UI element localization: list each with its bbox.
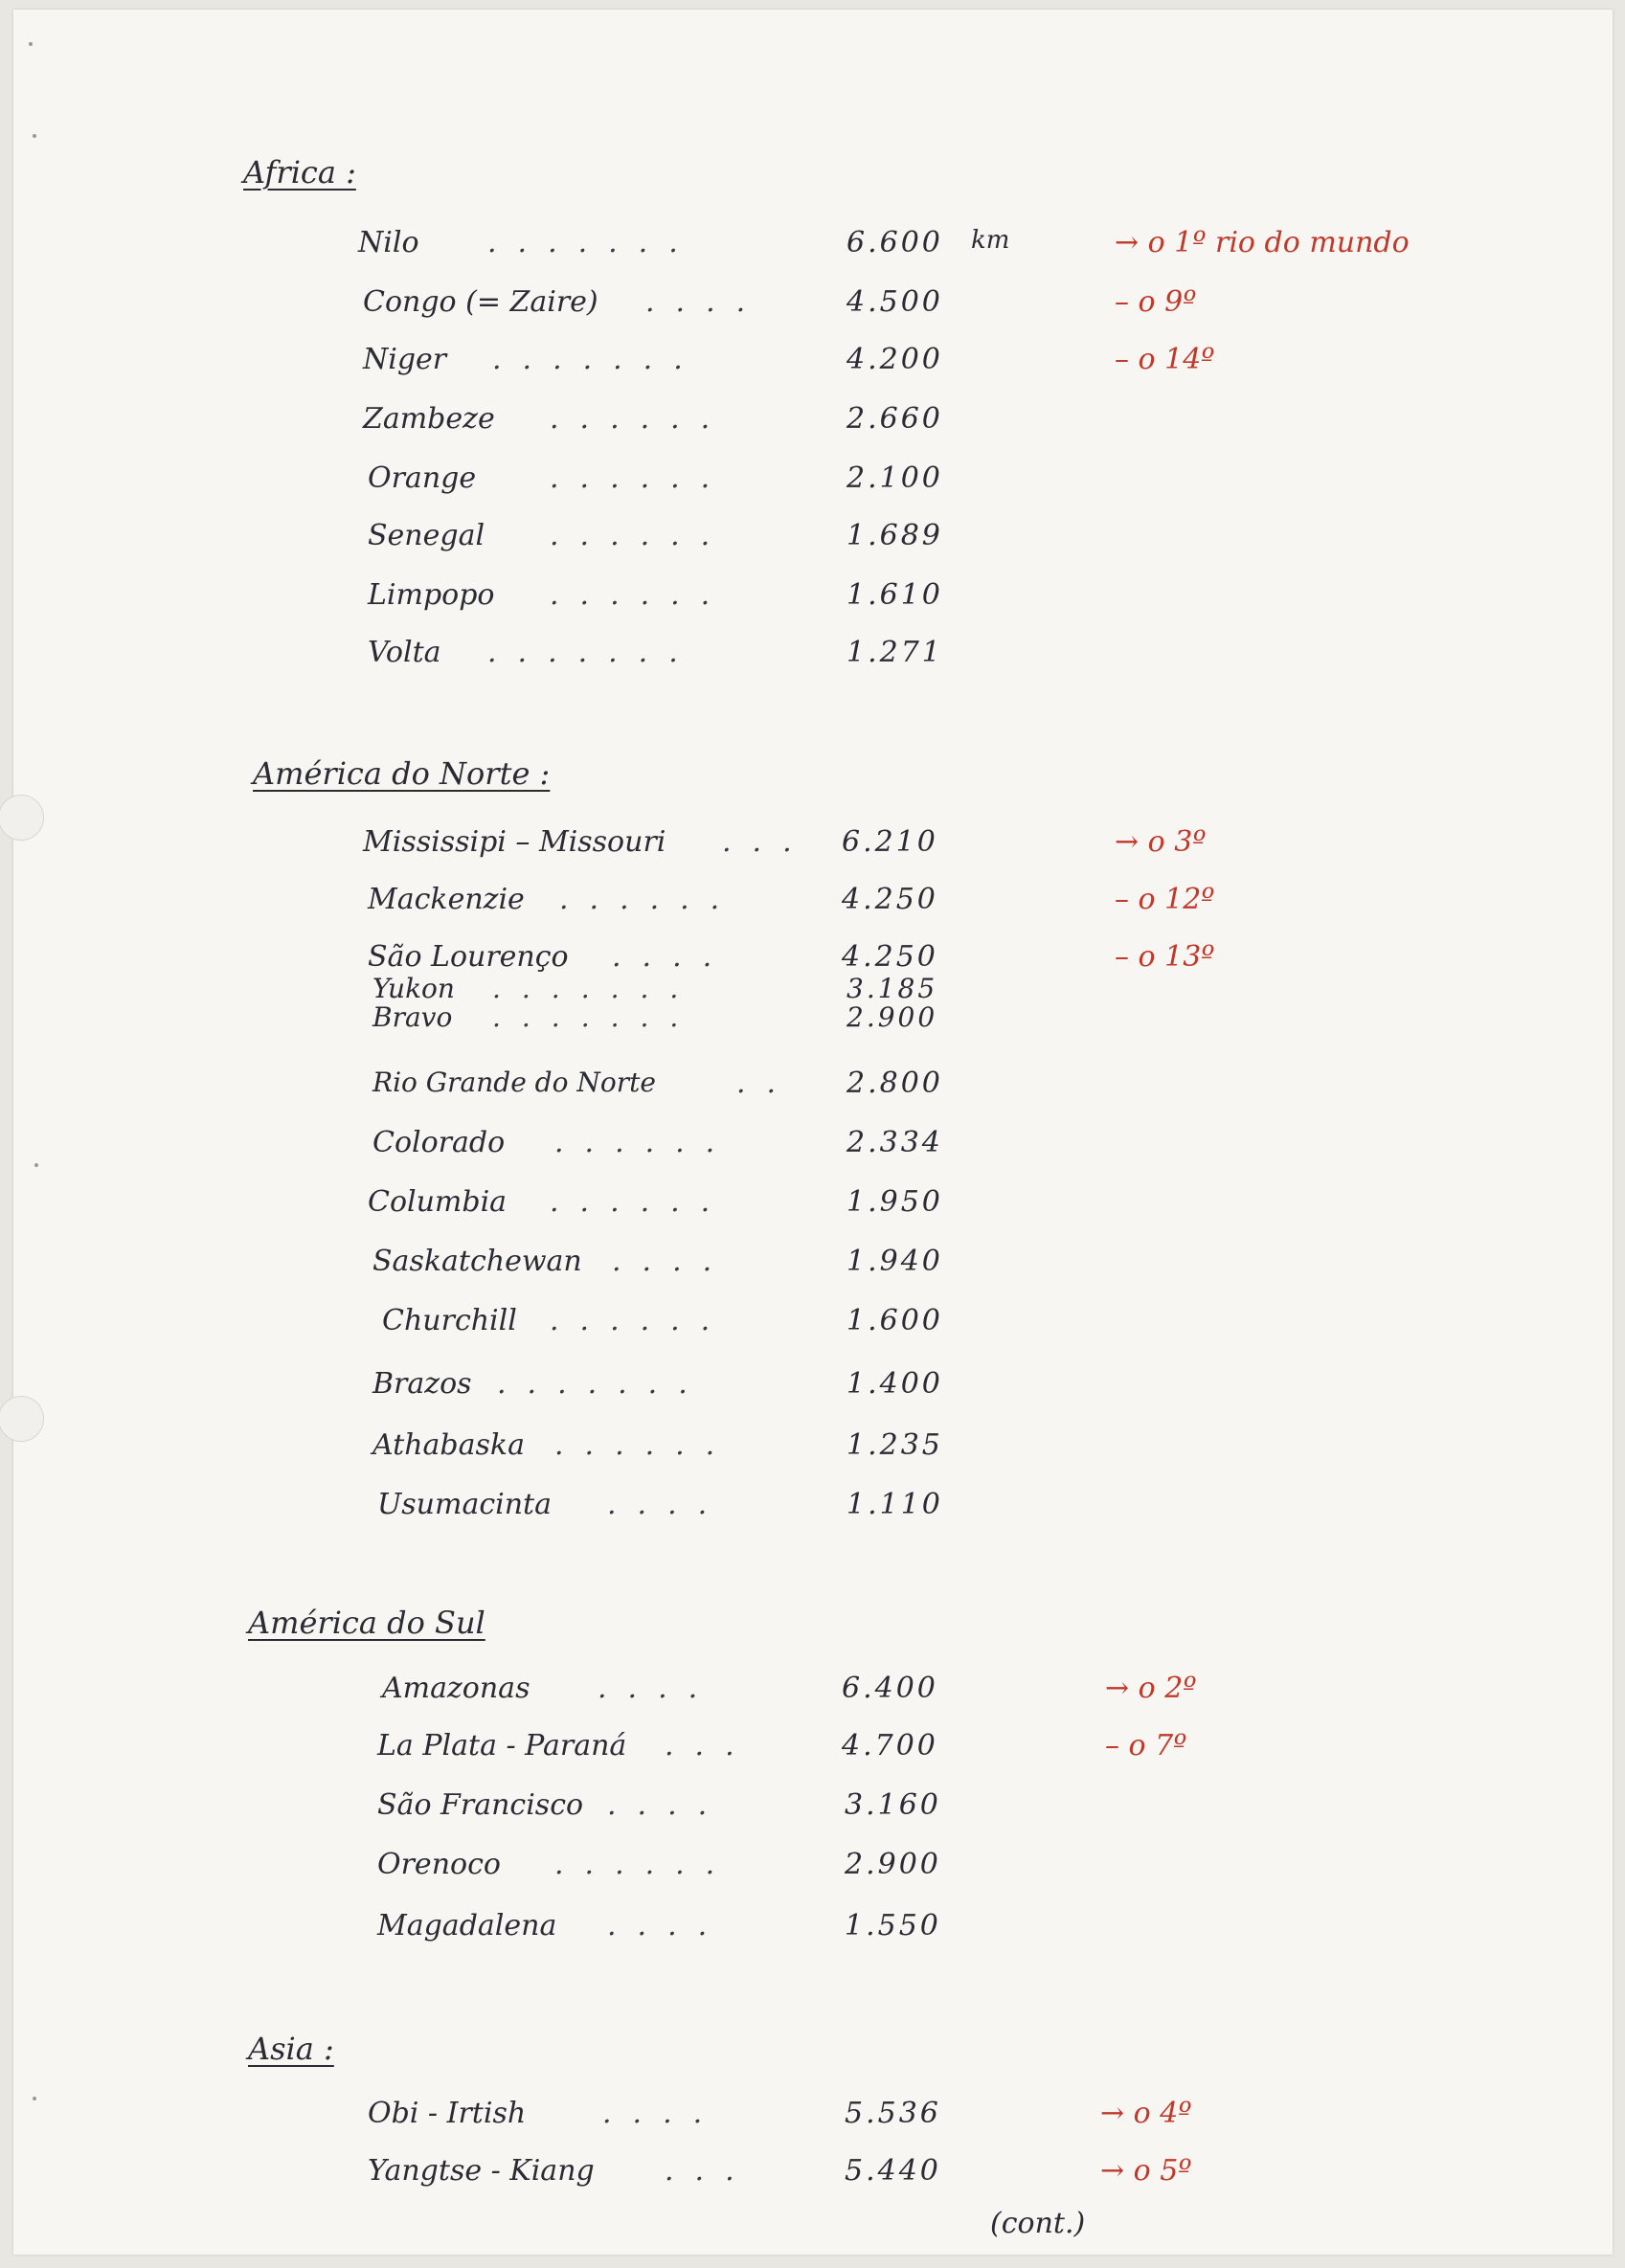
river-name: Mackenzie — [368, 883, 525, 916]
river-name: Churchill — [382, 1304, 517, 1337]
river-name: Nilo — [358, 226, 419, 259]
river-name: Senegal — [368, 519, 485, 552]
dot-leader: ...... — [554, 1848, 736, 1881]
river-length: 4.250 — [842, 940, 938, 974]
dot-leader: ... — [665, 2154, 756, 2188]
dot-leader: ....... — [497, 1367, 709, 1401]
river-row — [13, 402, 1613, 444]
river-length: 2.900 — [845, 1848, 941, 1881]
dot-leader: ...... — [559, 883, 741, 916]
river-name: Volta — [368, 636, 441, 669]
world-rank-note: → o 1º rio do mundo — [1115, 226, 1410, 259]
river-row — [13, 2154, 1613, 2196]
dot-leader: .... — [612, 1245, 734, 1278]
dot-leader: ...... — [550, 461, 732, 495]
river-row — [13, 1367, 1613, 1409]
river-row — [13, 1001, 1613, 1033]
river-row — [13, 636, 1613, 678]
river-length: 2.800 — [846, 1067, 943, 1100]
river-row — [13, 519, 1613, 561]
river-row — [13, 1304, 1613, 1346]
river-name: Bravo — [372, 1001, 453, 1033]
river-row — [13, 1126, 1613, 1168]
section-title-text: América do Norte : — [253, 755, 551, 792]
world-rank-note: – o 14º — [1115, 343, 1215, 376]
world-rank-note: → o 5º — [1100, 2154, 1192, 2188]
river-row — [13, 1672, 1613, 1714]
river-row — [13, 1909, 1613, 1951]
world-rank-note: – o 9º — [1115, 285, 1197, 319]
river-row — [13, 343, 1613, 385]
section-title-text: América do Sul — [248, 1605, 485, 1641]
river-name: Brazos — [372, 1367, 472, 1401]
dot-leader: .... — [645, 285, 767, 319]
river-row — [13, 1488, 1613, 1530]
river-length: 1.689 — [846, 519, 943, 552]
world-rank-note: → o 3º — [1115, 825, 1207, 859]
dot-leader: ...... — [550, 1304, 732, 1337]
river-length: 5.536 — [845, 2097, 941, 2130]
river-length: 6.600 — [846, 226, 943, 259]
dot-leader: .. — [736, 1067, 798, 1100]
river-length: 6.210 — [842, 825, 938, 859]
dot-leader: ...... — [550, 402, 732, 436]
dot-leader: ...... — [550, 519, 732, 552]
river-name: Magadalena — [377, 1909, 557, 1942]
world-rank-note: – o 7º — [1105, 1729, 1187, 1763]
dot-leader: ....... — [492, 973, 700, 1004]
paper-speck — [33, 134, 36, 138]
river-name: Niger — [363, 343, 447, 376]
river-length: 1.400 — [846, 1367, 943, 1401]
river-row — [13, 883, 1613, 925]
river-length: 1.940 — [846, 1245, 943, 1278]
dot-leader: ...... — [550, 578, 732, 612]
river-length: 2.100 — [846, 461, 943, 495]
river-name: Columbia — [368, 1185, 508, 1219]
river-length: 4.500 — [846, 285, 943, 319]
river-length: 4.700 — [842, 1729, 938, 1763]
document-page — [13, 10, 1613, 2255]
river-row — [13, 226, 1613, 268]
dot-leader: .... — [607, 1788, 729, 1822]
world-rank-note: – o 12º — [1115, 883, 1215, 916]
river-length: 3.185 — [846, 973, 938, 1004]
river-name: Mississipi – Missouri — [363, 825, 666, 859]
river-name: Congo (= Zaire) — [363, 285, 598, 319]
river-name: Orange — [368, 461, 477, 495]
dot-leader: .... — [607, 1488, 729, 1521]
river-length: 2.660 — [846, 402, 943, 436]
river-name: São Francisco — [377, 1788, 584, 1822]
river-name: Yukon — [372, 973, 455, 1004]
dot-leader: .... — [607, 1909, 729, 1942]
dot-leader: ...... — [554, 1428, 736, 1462]
river-row — [13, 1067, 1613, 1109]
river-row — [13, 940, 1613, 974]
river-name: Orenoco — [377, 1848, 501, 1881]
river-length: 2.900 — [846, 1001, 938, 1033]
river-length: 1.610 — [846, 578, 943, 612]
river-name: Usumacinta — [377, 1488, 552, 1521]
river-row — [13, 825, 1613, 867]
river-length: 1.235 — [846, 1428, 943, 1462]
river-name: Yangtse - Kiang — [368, 2154, 595, 2188]
river-length: 4.200 — [846, 343, 943, 376]
dot-leader: ....... — [492, 343, 704, 376]
river-length: 1.550 — [845, 1909, 941, 1942]
river-length: 6.400 — [842, 1672, 938, 1705]
river-length: 2.334 — [846, 1126, 943, 1159]
river-name: La Plata - Paraná — [377, 1729, 627, 1763]
dot-leader: ....... — [492, 1001, 700, 1033]
river-row — [13, 1788, 1613, 1830]
section-title-africa — [243, 153, 356, 191]
section-title-text: Asia : — [248, 2031, 334, 2067]
river-row — [13, 1428, 1613, 1471]
paper-speck — [29, 42, 33, 46]
river-row — [13, 1185, 1613, 1227]
world-rank-note: – o 13º — [1115, 940, 1215, 974]
river-name: São Lourenço — [368, 940, 569, 974]
continued-note: (cont.) — [990, 2207, 1086, 2240]
river-length: 3.160 — [845, 1788, 941, 1822]
section-title-america-do-sul — [248, 1604, 485, 1642]
river-length: 4.250 — [842, 883, 938, 916]
river-length: 5.440 — [845, 2154, 941, 2188]
river-length: 1.600 — [846, 1304, 943, 1337]
river-name: Amazonas — [382, 1672, 530, 1705]
length-unit: km — [971, 226, 1010, 255]
river-name: Obi - Irtish — [368, 2097, 527, 2130]
river-length: 1.271 — [846, 636, 943, 669]
dot-leader: ....... — [487, 226, 699, 259]
river-row — [13, 1245, 1613, 1287]
river-row — [13, 578, 1613, 620]
river-row — [13, 973, 1613, 1004]
river-name: Athabaska — [372, 1428, 525, 1462]
river-length: 1.950 — [846, 1185, 943, 1219]
dot-leader: ... — [722, 825, 813, 859]
river-name: Rio Grande do Norte — [372, 1067, 656, 1098]
world-rank-note: → o 2º — [1105, 1672, 1197, 1705]
section-title-text: Africa : — [243, 154, 356, 191]
dot-leader: .... — [602, 2097, 724, 2130]
dot-leader: ... — [665, 1729, 756, 1763]
river-name: Saskatchewan — [372, 1245, 582, 1278]
river-name: Zambeze — [363, 402, 495, 436]
section-title-america-do-norte — [253, 754, 550, 793]
river-length: 1.110 — [846, 1488, 943, 1521]
river-name: Limpopo — [368, 578, 495, 612]
river-row — [13, 1729, 1613, 1771]
river-row — [13, 461, 1613, 504]
dot-leader: ....... — [487, 636, 699, 669]
dot-leader: .... — [598, 1672, 719, 1705]
dot-leader: ...... — [554, 1126, 736, 1159]
river-row — [13, 1848, 1613, 1890]
dot-leader: .... — [612, 940, 734, 974]
world-rank-note: → o 4º — [1100, 2097, 1192, 2130]
section-title-asia — [248, 2030, 334, 2068]
river-row — [13, 285, 1613, 327]
river-name: Colorado — [372, 1126, 506, 1159]
river-row — [13, 2097, 1613, 2139]
dot-leader: ...... — [550, 1185, 732, 1219]
